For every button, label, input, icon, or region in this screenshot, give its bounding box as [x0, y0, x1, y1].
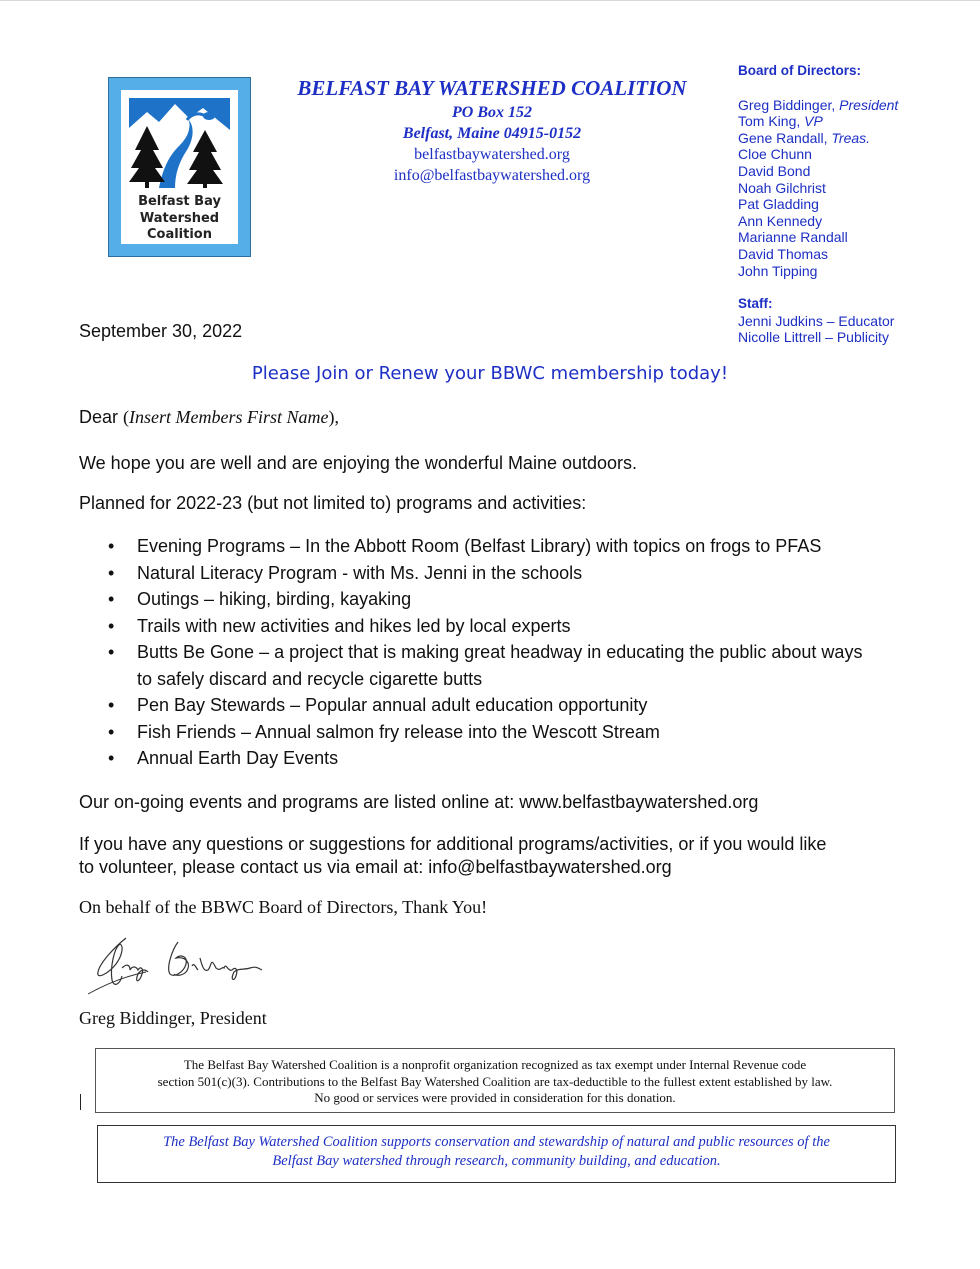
board-member: Greg Biddinger, President [738, 96, 899, 113]
logo-text-line: Belfast Bay [138, 194, 221, 209]
questions-paragraph: If you have any questions or suggestions for additional programs/activities, or if you would like to volunteer, please contact us via email at: info@belfastbaywatershed.org [79, 834, 827, 877]
city-address: Belfast, Maine 04915-0152 [402, 125, 582, 142]
list-item: • Butts Be Gone – a project that is making great headway in educating the public about ways to safely discard and recycle cigarette butts [108, 639, 877, 692]
coalition-logo [108, 77, 251, 257]
text-cursor [80, 1094, 81, 1110]
staff-member: Jenni Judkins – Educator [738, 312, 895, 329]
staff-heading: Staff: [738, 296, 773, 312]
board-role: Treas. [831, 129, 871, 146]
po-box: PO Box 152 [452, 104, 532, 121]
organization-name: BELFAST BAY WATERSHED COALITION [297, 76, 687, 100]
list-item: • Pen Bay Stewards – Popular annual adult education opportunity [108, 692, 908, 719]
letter-date: September 30, 2022 [79, 321, 243, 341]
list-item: • Annual Earth Day Events [108, 745, 908, 772]
website-link[interactable]: belfastbaywatershed.org [414, 146, 570, 163]
board-of-directors [738, 63, 978, 346]
organization-header [262, 74, 722, 186]
list-item: • Evening Programs – In the Abbott Room (Belfast Library) with topics on frogs to PFAS [108, 533, 908, 560]
watershed-trees-icon [129, 98, 230, 188]
list-item: • Fish Friends – Annual salmon fry release into the Wescott Stream [108, 719, 908, 746]
membership-headline: Please Join or Renew your BBWC membership today! [251, 363, 729, 384]
board-heading: Board of Directors: [738, 63, 862, 78]
logo-text-line: Watershed [139, 210, 220, 226]
top-rule [0, 0, 980, 1]
intro-paragraph: We hope you are well and are enjoying the wonderful Maine outdoors. [79, 453, 638, 473]
board-role: President [839, 96, 899, 113]
list-item: • Outings – hiking, birding, kayaking [108, 586, 908, 613]
board-member: Cloe Chunn [738, 146, 812, 163]
staff-member: Nicolle Littrell – Publicity [738, 329, 889, 346]
board-member: John Tipping [738, 262, 818, 279]
salutation: Dear (Insert Members First Name), [79, 407, 339, 427]
signature-icon [86, 928, 286, 998]
thanks-line: On behalf of the BBWC Board of Directors, Thank You! [79, 897, 488, 917]
logo-text [121, 194, 238, 244]
board-member: Noah Gilchrist [738, 179, 826, 196]
board-member: David Thomas [738, 245, 829, 262]
board-member: Tom King, VP [738, 113, 823, 130]
board-member: Gene Randall, Treas. [738, 129, 871, 146]
signer-name: Greg Biddinger, President [79, 1008, 267, 1028]
board-member: David Bond [738, 162, 811, 179]
mission-statement: The Belfast Bay Watershed Coalition supports conservation and stewardship of natural and public resources of the Belfast Bay watershed through research, community building, and education. [97, 1125, 896, 1183]
board-role: VP [804, 113, 823, 130]
list-item: • Trails with new activities and hikes led by local experts [108, 613, 908, 640]
planned-paragraph: Planned for 2022-23 (but not limited to) programs and activities: [79, 493, 587, 513]
board-member: Ann Kennedy [738, 212, 823, 229]
logo-panel [121, 90, 238, 244]
email-link[interactable]: info@belfastbaywatershed.org [393, 167, 591, 184]
board-member: Marianne Randall [738, 229, 848, 246]
list-item: • Natural Literacy Program - with Ms. Jenni in the schools [108, 560, 908, 587]
logo-text-line: Coalition [146, 227, 212, 242]
program-list [108, 533, 908, 772]
member-name-placeholder: Insert Members First Name [129, 407, 329, 427]
online-paragraph: Our on-going events and programs are listed online at: www.belfastbaywatershed.org [79, 792, 759, 812]
tax-exempt-notice: The Belfast Bay Watershed Coalition is a nonprofit organization recognized as tax exempt under Internal Revenue code section 501(c)(3). Contributions to the Belfast Bay Watershed Coalition are tax-deductible to the fullest extent established by law. No good or services were provided in consideration for this donation. [95, 1048, 895, 1113]
board-member: Pat Gladding [738, 196, 819, 213]
